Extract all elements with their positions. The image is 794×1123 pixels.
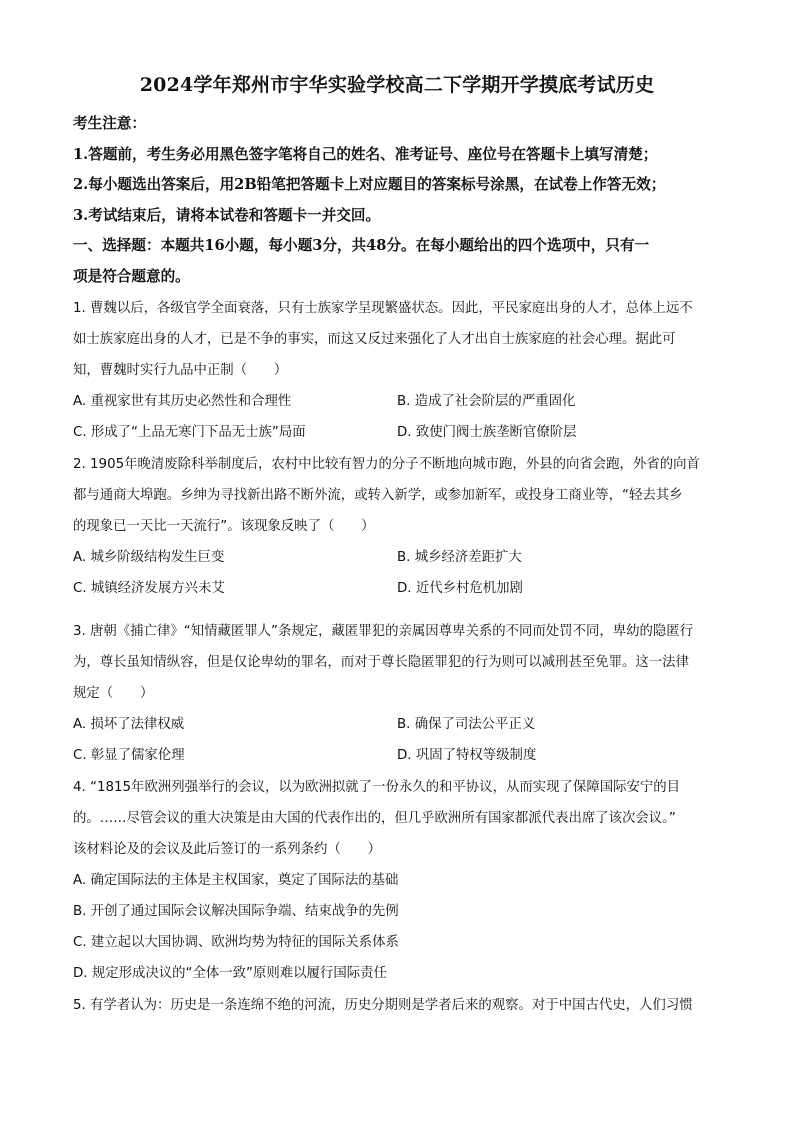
- question-1-line: 1. 曹魏以后，各级官学全面衰落，只有士族家学呈现繁盛状态。因此，平民家庭出身的人才，总体上远不: [73, 301, 693, 316]
- question-4-option-c: C. 建立起以大国协调、欧洲均势为特征的国际关系体系: [73, 935, 399, 950]
- exam-title: 2024学年郑州市宇华实验学校高二下学期开学摸底考试历史: [139, 74, 655, 96]
- question-1-line: 知，曹魏时实行九品中正制（ ）: [73, 363, 288, 378]
- question-2-option-d: D. 近代乡村危机加剧: [397, 581, 523, 596]
- question-4-line: 该材料论及的会议及此后签订的一系列条约（ ）: [73, 842, 381, 857]
- question-4-option-b: B. 开创了通过国际会议解决国际争端、结束战争的先例: [73, 904, 399, 919]
- question-1-line: 如士族家庭出身的人才，已是不争的事实，而这又反过来强化了人才出自士族家庭的社会心理。据此可: [73, 332, 676, 347]
- question-4-option-d: D. 规定形成决议的“全体一致”原则难以履行国际责任: [73, 966, 387, 981]
- question-3-option-c: C. 彰显了儒家伦理: [73, 748, 185, 763]
- question-3-option-d: D. 巩固了特权等级制度: [397, 748, 537, 763]
- question-3-line: 规定（ ）: [73, 686, 154, 701]
- question-2-option-b: B. 城乡经济差距扩大: [397, 550, 522, 565]
- question-2-line: 的现象已一天比一天流行”。该现象反映了（ ）: [73, 519, 375, 534]
- question-3-line: 3. 唐朝《捕亡律》“知情藏匿罪人”条规定，藏匿罪犯的亲属因尊卑关系的不同而处罚不同，卑幼的隐匿行: [73, 624, 694, 639]
- question-4-option-a: A. 确定国际法的主体是主权国家，奠定了国际法的基础: [73, 873, 399, 888]
- section-heading: 一、选择题：本题共16小题，每小题3分，共48分。在每小题给出的四个选项中，只有一: [73, 237, 650, 254]
- question-5-line: 5. 有学者认为：历史是一条连绵不绝的河流，历史分期则是学者后来的观察。对于中国古代史，人们习惯: [73, 998, 693, 1013]
- question-1-option-d: D. 致使门阀士族垄断官僚阶层: [397, 425, 577, 440]
- notice-item: 1.答题前，考生务必用黑色签字笔将自己的姓名、准考证号、座位号在答题卡上填写清楚；: [73, 146, 658, 163]
- section-heading-cont: 项是符合题意的。: [73, 268, 190, 285]
- question-4-line: 的。……尽管会议的重大决策是由大国的代表作出的，但几乎欧洲所有国家都派代表出席了该次会议。”: [73, 811, 676, 826]
- notice-item: 2.每小题选出答案后，用2B铅笔把答题卡上对应题目的答案标号涂黑，在试卷上作答无效；: [73, 176, 666, 193]
- question-3-option-a: A. 损坏了法律权威: [73, 717, 185, 732]
- question-2-option-c: C. 城镇经济发展方兴未艾: [73, 581, 225, 596]
- question-3-line: 为，尊长虽知情纵容，但是仅论卑幼的罪名，而对于尊长隐匿罪犯的行为则可以减刑甚至免罪。这一法律: [73, 655, 689, 670]
- question-4-line: 4. “1815年欧洲列强举行的会议，以为欧洲拟就了一份永久的和平协议，从而实现了保障国际安宁的目: [73, 780, 681, 795]
- question-1-option-a: A. 重视家世有其历史必然性和合理性: [73, 394, 292, 409]
- question-3-option-b: B. 确保了司法公平正义: [397, 717, 536, 732]
- notice-heading: 考生注意：: [73, 115, 146, 132]
- question-1-option-c: C. 形成了“上品无寒门下品无士族”局面: [73, 425, 306, 440]
- question-2-line: 2. 1905年晚清废除科举制度后，农村中比较有智力的分子不断地向城市跑，外县的向省会跑，外省的向首: [73, 457, 700, 472]
- question-2-option-a: A. 城乡阶级结构发生巨变: [73, 550, 225, 565]
- question-1-option-b: B. 造成了社会阶层的严重固化: [397, 394, 576, 409]
- notice-item: 3.考试结束后，请将本试卷和答题卡一并交回。: [73, 207, 381, 224]
- question-2-line: 都与通商大埠跑。乡绅为寻找新出路不断外流，或转入新学，或参加新军，或投身工商业等，“轻去其乡: [73, 488, 683, 503]
